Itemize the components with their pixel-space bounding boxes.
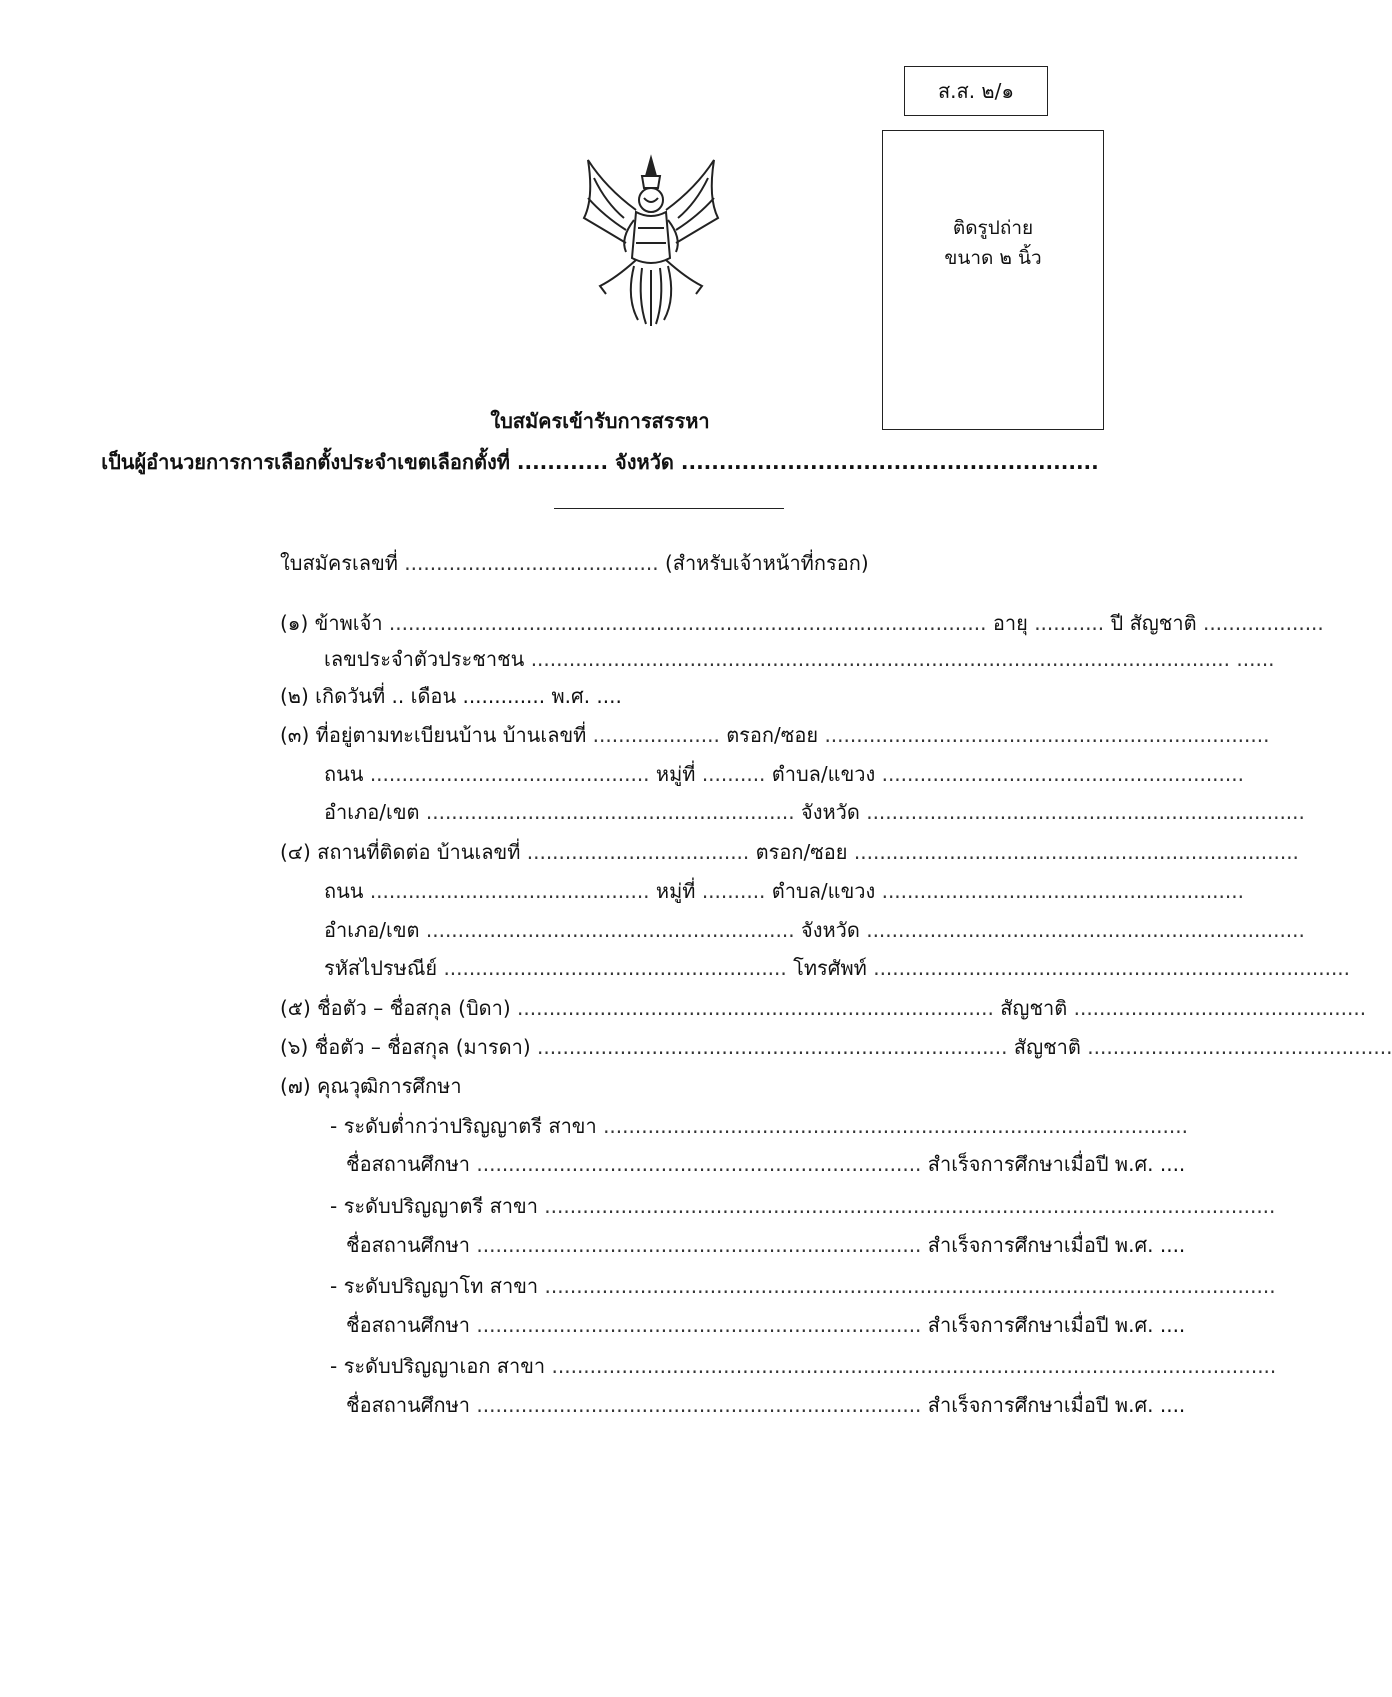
nationality-field[interactable]: ...................: [1202, 611, 1324, 635]
form-code: ส.ส. ๒/๑: [937, 79, 1015, 103]
education-level-label: - ระดับปริญญาโท สาขา: [330, 1274, 539, 1298]
tambon-label: ตำบล/แขวง: [771, 879, 876, 903]
father-name-label: ชื่อตัว – ชื่อสกุล (บิดา): [317, 996, 511, 1020]
contact-house-number-label: สถานที่ติดต่อ บ้านเลขที่: [317, 840, 521, 864]
section-number: (๑): [280, 611, 309, 635]
education-level-label: - ระดับปริญญาตรี สาขา: [330, 1194, 538, 1218]
application-number-row: [280, 548, 1140, 578]
section-4-postal-row: [324, 953, 1351, 983]
education-level-label: - ระดับปริญญาเอก สาขา: [330, 1354, 546, 1378]
province-label: จังหวัด: [800, 918, 860, 942]
moo-label: หมู่ที่: [655, 762, 696, 786]
province-label: จังหวัด: [800, 800, 860, 824]
photo-label-line1: ติดรูปถ่าย: [952, 217, 1034, 239]
school-name-label: ชื่อสถานศึกษา: [346, 1393, 471, 1417]
school-name-field[interactable]: ......................................................................: [476, 1393, 922, 1417]
education-level-label: - ระดับต่ำกว่าปริญญาตรี สาขา: [330, 1114, 597, 1138]
phone-label: โทรศัพท์: [793, 956, 867, 980]
road-label: ถนน: [324, 762, 364, 786]
road-field[interactable]: ............................................: [369, 762, 650, 786]
education-major-field[interactable]: ...................................................................................................................: [544, 1194, 1276, 1218]
age-label: อายุ: [992, 611, 1028, 635]
section-number: (๗): [280, 1074, 311, 1098]
school-name-field[interactable]: ......................................................................: [476, 1233, 922, 1257]
id-number-field[interactable]: ..............................................................................................................: [530, 647, 1231, 671]
graduation-year-field[interactable]: สำเร็จการศึกษาเมื่อปี พ.ศ. ....: [927, 1152, 1186, 1176]
school-name-field[interactable]: ......................................................................: [476, 1313, 922, 1337]
id-number-suffix: ......: [1236, 647, 1275, 671]
photo-label-line2: ขนาด ๒ นิ้ว: [944, 247, 1042, 269]
section-4-district-row: [324, 915, 1305, 945]
district-label: อำเภอ/เขต: [324, 800, 420, 824]
section-5-row: [280, 993, 1367, 1023]
education-school-row: [346, 1390, 1186, 1420]
section-number: (๔): [280, 840, 311, 864]
section-number: (๕): [280, 996, 311, 1020]
section-7-row: [280, 1071, 1140, 1101]
education-school-row: [346, 1310, 1186, 1340]
province-field[interactable]: .....................................................................: [866, 918, 1305, 942]
applicant-name-field[interactable]: ..............................................................................................: [388, 611, 987, 635]
moo-field[interactable]: ..........: [701, 762, 766, 786]
section-number: (๓): [280, 723, 310, 747]
phone-field[interactable]: ...........................................................................: [873, 956, 1351, 980]
education-major-field[interactable]: ............................................................................................: [603, 1114, 1188, 1138]
section-4-row: [280, 837, 1299, 867]
district-field[interactable]: ..........................................................: [425, 918, 795, 942]
education-school-row: [346, 1230, 1186, 1260]
district-label: อำเภอ/เขต: [324, 918, 420, 942]
photo-placeholder-box: [882, 130, 1104, 430]
school-name-field[interactable]: ......................................................................: [476, 1152, 922, 1176]
year-label: ปี: [1110, 611, 1124, 635]
soi-label: ตรอก/ซอย: [755, 840, 848, 864]
section-1-row: [280, 608, 1324, 638]
applicant-name-label: ข้าพเจ้า: [314, 611, 383, 635]
graduation-year-field[interactable]: สำเร็จการศึกษาเมื่อปี พ.ศ. ....: [927, 1393, 1186, 1417]
application-number-note: (สำหรับเจ้าหน้าที่กรอก): [664, 551, 869, 575]
school-name-label: ชื่อสถานศึกษา: [346, 1313, 471, 1337]
id-number-label: เลขประจำตัวประชาชน: [324, 647, 525, 671]
age-field[interactable]: ...........: [1034, 611, 1105, 635]
education-level-row: [330, 1111, 1188, 1141]
section-3-road-row: [324, 759, 1244, 789]
registered-house-number-field[interactable]: ....................: [592, 723, 720, 747]
soi-field[interactable]: ......................................................................: [853, 840, 1299, 864]
father-nationality-label: สัญชาติ: [1000, 996, 1068, 1020]
registered-house-number-label: ที่อยู่ตามทะเบียนบ้าน บ้านเลขที่: [315, 723, 587, 747]
mother-nationality-label: สัญชาติ: [1013, 1035, 1081, 1059]
id-number-row: [324, 644, 1275, 674]
moo-field[interactable]: ..........: [701, 879, 766, 903]
school-name-label: ชื่อสถานศึกษา: [346, 1152, 471, 1176]
section-4-road-row: [324, 876, 1244, 906]
nationality-label: สัญชาติ: [1129, 611, 1197, 635]
education-level-row: [330, 1191, 1276, 1221]
father-nationality-field[interactable]: ..............................................: [1073, 996, 1367, 1020]
graduation-year-field[interactable]: สำเร็จการศึกษาเมื่อปี พ.ศ. ....: [927, 1233, 1186, 1257]
postal-code-label: รหัสไปรษณีย์: [324, 956, 438, 980]
education-major-field[interactable]: ..................................................................................................................: [551, 1354, 1277, 1378]
birth-date-field[interactable]: เกิดวันที่ .. เดือน ............. พ.ศ. ....: [315, 684, 622, 708]
application-number-label: ใบสมัครเลขที่: [280, 551, 398, 575]
tambon-label: ตำบล/แขวง: [771, 762, 876, 786]
section-6-row: [280, 1032, 1392, 1062]
postal-code-field[interactable]: ......................................................: [443, 956, 787, 980]
soi-field[interactable]: ......................................................................: [824, 723, 1270, 747]
soi-label: ตรอก/ซอย: [726, 723, 819, 747]
section-2-row: [280, 681, 1140, 711]
road-field[interactable]: ............................................: [369, 879, 650, 903]
section-3-district-row: [324, 797, 1305, 827]
garuda-emblem-icon: [576, 148, 726, 330]
section-number: (๖): [280, 1035, 309, 1059]
section-3-row: [280, 720, 1270, 750]
tambon-field[interactable]: .........................................................: [881, 879, 1244, 903]
form-title: ใบสมัครเข้ารับการสรรหา: [490, 409, 710, 433]
father-name-field[interactable]: ...........................................................................: [517, 996, 994, 1020]
mother-nationality-field[interactable]: ................................................: [1087, 1035, 1392, 1059]
education-level-row: [330, 1351, 1277, 1381]
section-number: (๒): [280, 684, 309, 708]
road-label: ถนน: [324, 879, 364, 903]
mother-name-label: ชื่อตัว – ชื่อสกุล (มารดา): [314, 1035, 531, 1059]
title-underline: [554, 508, 784, 509]
form-code-box: [904, 66, 1048, 116]
education-school-row: [346, 1149, 1186, 1179]
contact-house-number-field[interactable]: ...................................: [526, 840, 750, 864]
tambon-field[interactable]: .........................................................: [881, 762, 1244, 786]
application-number-field[interactable]: ........................................: [404, 551, 659, 575]
moo-label: หมู่ที่: [655, 879, 696, 903]
school-name-label: ชื่อสถานศึกษา: [346, 1233, 471, 1257]
education-level-row: [330, 1271, 1276, 1301]
province-field[interactable]: .....................................................................: [866, 800, 1305, 824]
education-major-field[interactable]: ...................................................................................................................: [544, 1274, 1276, 1298]
form-subtitle: เป็นผู้อำนวยการการเลือกตั้งประจำเขตเลือกตั้งที่ ............ จังหวัด .......................................................: [101, 450, 1099, 474]
mother-name-field[interactable]: ..........................................................................: [537, 1035, 1008, 1059]
education-heading: คุณวุฒิการศึกษา: [317, 1074, 462, 1098]
graduation-year-field[interactable]: สำเร็จการศึกษาเมื่อปี พ.ศ. ....: [927, 1313, 1186, 1337]
district-field[interactable]: ..........................................................: [425, 800, 795, 824]
